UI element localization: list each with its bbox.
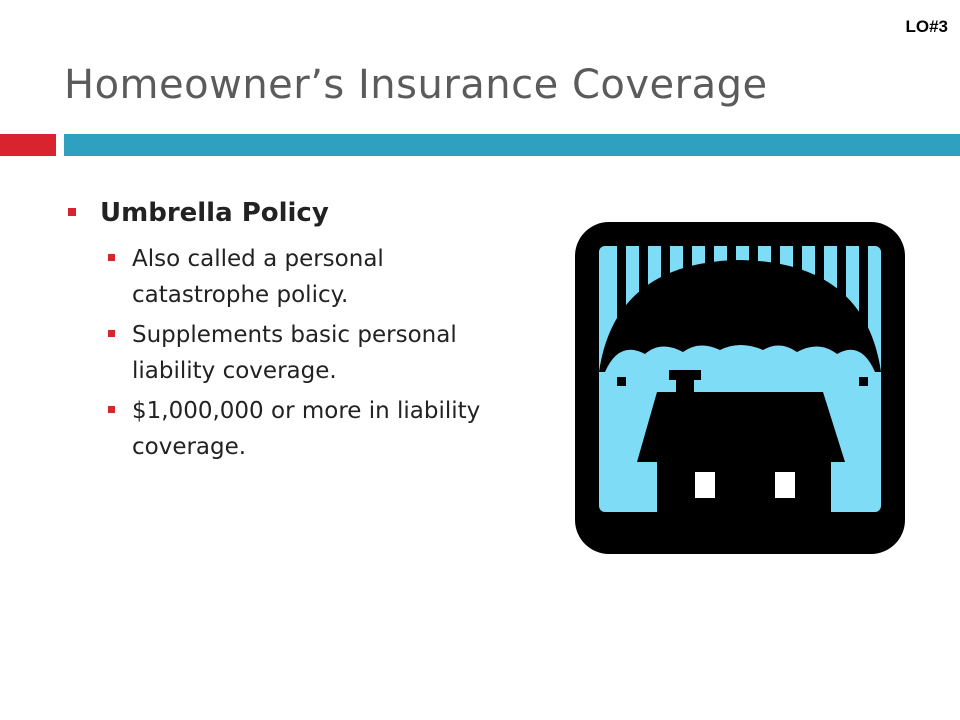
bullet-marker xyxy=(108,330,115,337)
title-rule-red xyxy=(0,134,56,156)
sub-bullet-item xyxy=(64,393,504,465)
sub-bullet-item xyxy=(64,317,504,389)
bullet-marker xyxy=(108,406,115,413)
title-rule-blue xyxy=(64,134,960,156)
bullet-marker xyxy=(68,208,76,216)
sub-bullet-text: Also called a personal catastrophe policy. xyxy=(132,246,384,308)
sub-bullet-text: Supplements basic personal liability coverage. xyxy=(132,322,457,384)
slide-content xyxy=(64,193,504,469)
umbrella-house-clipart xyxy=(575,222,905,554)
sub-bullet-list xyxy=(64,241,504,465)
sub-bullet-text: $1,000,000 or more in liability coverage. xyxy=(132,398,481,460)
bullet-heading: Umbrella Policy xyxy=(100,198,329,228)
sub-bullet-item xyxy=(64,241,504,313)
slide-title: Homeowner’s Insurance Coverage xyxy=(64,62,768,108)
bullet-marker xyxy=(108,254,115,261)
lo-tag: LO#3 xyxy=(905,17,948,36)
bullet-umbrella-policy xyxy=(64,193,504,233)
